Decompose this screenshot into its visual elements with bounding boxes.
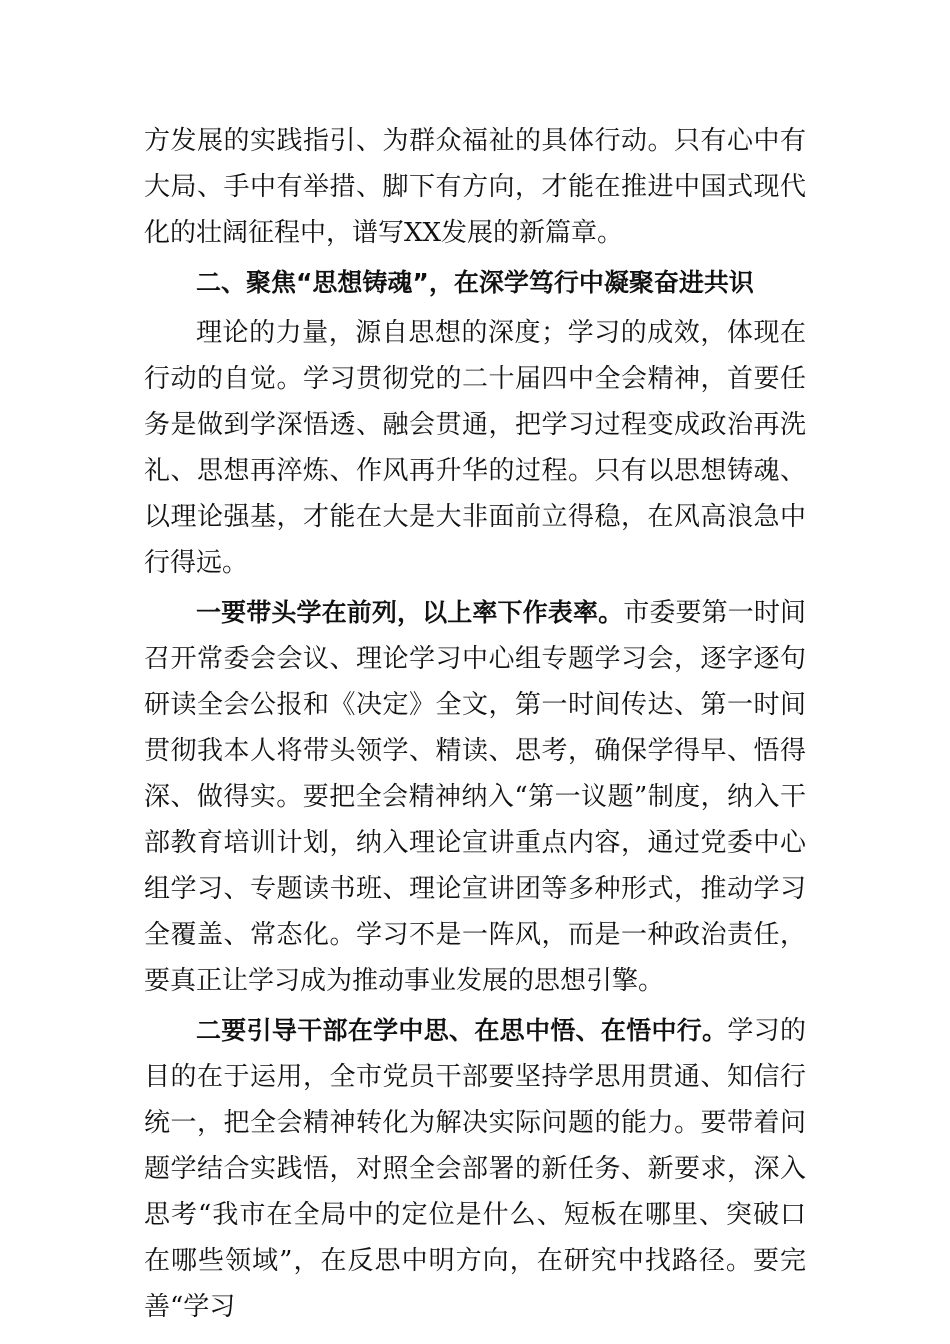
paragraph-point-2 bbox=[144, 1008, 806, 1330]
paragraph-continuation: 方发展的实践指引、为群众福祉的具体行动。只有心中有大局、手中有举措、脚下有方向，才能在推进中国式现代化的壮阔征程中，谱写XX发展的新篇章。 bbox=[144, 126, 806, 248]
point-2-body: 学习的目的在于运用，全市党员干部要坚持学思用贯通、知信行统一，把全会精神转化为解决实际问题的能力。要带着问题学结合实践悟，对照全会部署的新任务、新要求，深入思考“我市在全局中的定位是什么、短板在哪里、突破口在哪些领域”，在反思中明方向，在研究中找路径。要完善“学习 bbox=[144, 1016, 806, 1322]
point-2-lead: 二要引导干部在学中思、在思中悟、在悟中行。 bbox=[196, 1016, 728, 1045]
section-heading: 二、聚焦“思想铸魂”，在深学笃行中凝聚奋进共识 bbox=[196, 268, 754, 297]
paragraph-intro: 理论的力量，源自思想的深度；学习的成效，体现在行动的自觉。学习贯彻党的二十届四中全会精神，首要任务是做到学深悟透、融会贯通，把学习过程变成政治再洗礼、思想再淬炼、作风再升华的过程。只有以思想铸魂、以理论强基，才能在大是大非面前立得稳，在风高浪急中行得远。 bbox=[144, 318, 806, 578]
paragraph-point-1 bbox=[144, 590, 806, 1004]
document-body bbox=[144, 118, 806, 1330]
point-1-body: 市委要第一时间召开常委会会议、理论学习中心组专题学习会，逐字逐句研读全会公报和《决定》全文，第一时间传达、第一时间贯彻我本人将带头领学、精读、思考，确保学得早、悟得深、做得实。要把全会精神纳入“第一议题”制度，纳入干部教育培训计划，纳入理论宣讲重点内容，通过党委中心组学习、专题读书班、理论宣讲团等多种形式，推动学习全覆盖、常态化。学习不是一阵风，而是一种政治责任，要真正让学习成为推动事业发展的思想引擎。 bbox=[144, 598, 806, 996]
point-1-lead: 一要带头学在前列，以上率下作表率。 bbox=[196, 598, 624, 627]
